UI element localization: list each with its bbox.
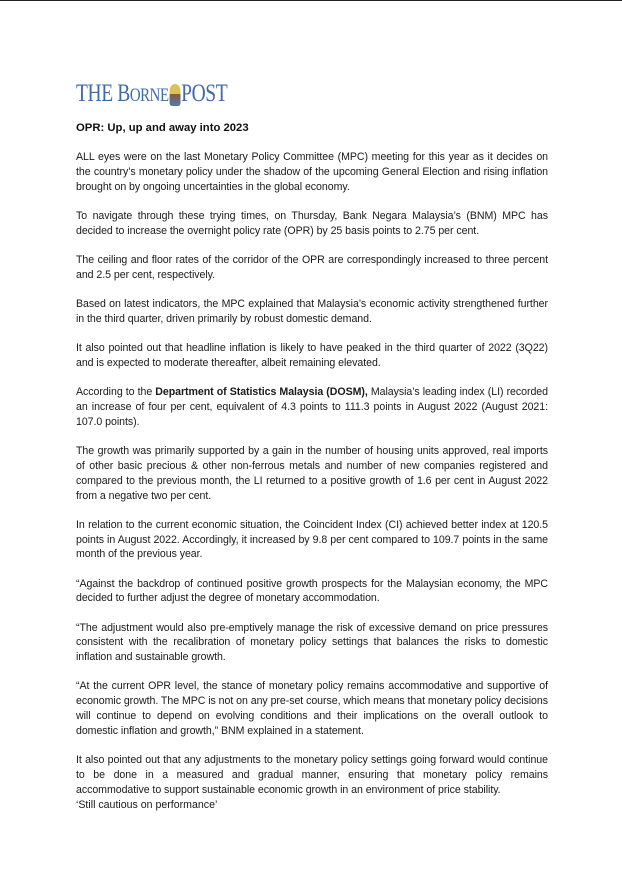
paragraph-economic-activity: Based on latest indicators, the MPC explained that Malaysia’s economic activity strengthened further in the third quarter, driven primarily by robust domestic demand. xyxy=(76,297,548,325)
logo-text-orne: ORNE xyxy=(129,85,169,106)
dosm-link-text: Department of Statistics Malaysia (DOSM), xyxy=(155,385,368,398)
paragraph-coincident-index: In relation to the current economic situation, the Coincident Index (CI) achieved better index at 120.5 points in August 2022. Accordingly, it increased by 9.8 per cent compared to 109.7 points in the same month of the previous year. xyxy=(76,518,548,561)
paragraph-corridor: The ceiling and floor rates of the corridor of the OPR are correspondingly increased to three percent and 2.5 per cent, respectively. xyxy=(76,253,548,281)
borneo-post-logo xyxy=(76,80,227,106)
logo-text-post: POST xyxy=(181,80,228,107)
logo-text-the: THE B xyxy=(76,80,130,107)
paragraph-quote-backdrop: “Against the backdrop of continued positive growth prospects for the Malaysian economy, the MPC decided to further adjust the degree of monetary accommodation. xyxy=(76,577,548,605)
article-body xyxy=(76,121,548,813)
paragraph-growth-drivers: The growth was primarily supported by a gain in the number of housing units approved, real imports of other basic precious & other non-ferrous metals and number of new companies registered and compared to the previous month, the LI returned to a positive growth of 1.6 per cent in August 2022 from a negative two per cent. xyxy=(76,444,548,502)
paragraph-dosm xyxy=(76,385,548,430)
paragraph-opr-decision: To navigate through these trying times, on Thursday, Bank Negara Malaysia’s (BNM) MPC has decided to increase the overnight policy rate (OPR) by 25 basis points to 2.75 per cent. xyxy=(76,209,548,237)
paragraph-quote-adjustment: “The adjustment would also pre-emptively manage the risk of excessive demand on price pressures consistent with the recalibration of monetary policy settings that balances the risks to domestic inflation and sustainable growth. xyxy=(76,621,548,664)
paragraph-intro: ALL eyes were on the last Monetary Policy Committee (MPC) meeting for this year as it decides on the country’s monetary policy under the shadow of the upcoming General Election and rising inflation brought on by ongoing uncertainties in the global economy. xyxy=(76,151,548,193)
subheading-cautious: ‘Still cautious on performance’ xyxy=(76,798,218,811)
top-border-rule xyxy=(0,0,622,1)
dosm-text-after: Malaysia’s leading index (LI) recorded an increase of four per cent, equivalent of 4.3 points to 111.3 points in August 2022 (August 2021: 107.0 points). xyxy=(76,385,548,428)
paragraph-quote-stance: “At the current OPR level, the stance of monetary policy remains accommodative and supportive of economic growth. The MPC is not on any pre-set course, which means that monetary policy decisions will continue to depend on evolving conditions and their implications on the overall outlook to domestic inflation and growth,” BNM explained in a statement. xyxy=(76,680,548,738)
paragraph-measured-manner: It also pointed out that any adjustments to the monetary policy settings going forward would continue to be done in a measured and gradual manner, ensuring that monetary policy remains accommodative to support sustainable economic growth in an environment of price stability. xyxy=(76,754,548,797)
logo-mascot-icon xyxy=(169,84,180,106)
paragraph-inflation: It also pointed out that headline inflation is likely to have peaked in the third quarter of 2022 (3Q22) and is expected to moderate thereafter, albeit remaining elevated. xyxy=(76,341,548,369)
dosm-text-before: According to the xyxy=(76,385,156,398)
article-headline: OPR: Up, up and away into 2023 xyxy=(76,122,249,134)
